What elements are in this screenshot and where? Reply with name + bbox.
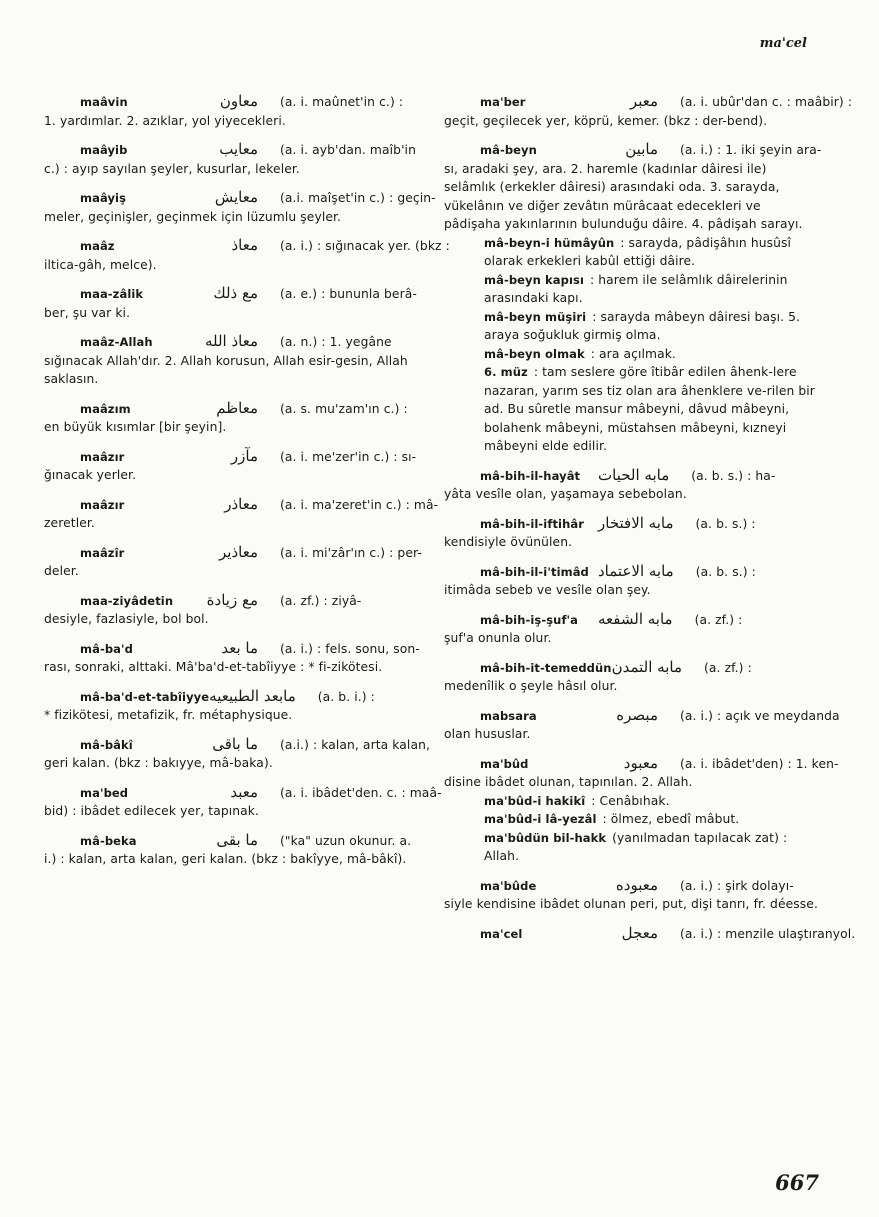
sub-entry bbox=[464, 792, 820, 811]
entry-definition: olan hususlar. bbox=[444, 727, 531, 741]
entry-definition: ber, şu var ki. bbox=[44, 305, 131, 320]
dictionary-entry bbox=[444, 92, 853, 130]
arabic-spelling: مآزر bbox=[230, 446, 258, 465]
sub-entry bbox=[464, 345, 820, 364]
entry-definition: disine ibâdet olunan, tapınılan. 2. Allah. bbox=[444, 775, 693, 789]
entry-definition: * fizikötesi, metafizik, fr. métaphysique. bbox=[44, 708, 293, 722]
entry-head bbox=[444, 514, 820, 534]
headword: maâzır bbox=[80, 497, 125, 512]
entry-definition: desiyle, fazlasiyle, bol bol. bbox=[44, 612, 209, 626]
entry-head bbox=[444, 876, 820, 896]
dictionary-entry bbox=[444, 753, 839, 792]
arabic-spelling: معاذ bbox=[231, 236, 258, 254]
entry-definition: geri kalan. (bkz : bakıyye, mâ-baka). bbox=[44, 756, 273, 770]
headword: maâyiş bbox=[80, 191, 127, 205]
arabic-spelling: ما بعد bbox=[221, 638, 258, 657]
entry-head bbox=[44, 734, 430, 755]
dictionary-entry bbox=[444, 514, 820, 552]
dictionary-entry bbox=[44, 447, 418, 485]
entry-head bbox=[444, 140, 820, 160]
entry-gloss: (a. i.) : açık ve meydanda bbox=[680, 708, 840, 723]
entry-head bbox=[44, 447, 418, 467]
entry-gloss: (a. i. ibâdet'den. c. : maâ- bbox=[280, 785, 442, 800]
entry-head bbox=[44, 687, 418, 707]
arabic-spelling: معاون bbox=[219, 92, 258, 110]
headword: ma'bed bbox=[80, 785, 129, 800]
sub-definition: : ara açılmak. bbox=[590, 346, 676, 361]
entry-definition: yâta vesîle olan, yaşamaya sebebolan. bbox=[444, 487, 687, 501]
dictionary-entry bbox=[444, 271, 820, 308]
arabic-spelling: مابه الاعتماد bbox=[598, 561, 674, 580]
entry-gloss: (a. i. mi'zâr'ın c.) : per- bbox=[280, 545, 422, 560]
dictionary-entry bbox=[444, 562, 820, 600]
dictionary-entry bbox=[444, 308, 820, 345]
entry-definition: şuf'a onunla olur. bbox=[444, 631, 552, 645]
arabic-spelling: معايش bbox=[214, 188, 258, 206]
entry-gloss: (a. i. ma'zeret'in c.) : mâ- bbox=[280, 497, 439, 512]
entry-definition: iltica-gâh, melce). bbox=[44, 257, 157, 272]
dictionary-entry bbox=[444, 876, 820, 914]
entry-gloss: (a. i. maûnet'in c.) : bbox=[280, 95, 404, 109]
entry-gloss: (a. b. s.) : bbox=[695, 564, 756, 579]
sub-entry bbox=[464, 234, 820, 271]
entry-head bbox=[44, 236, 450, 256]
entry-gloss: (a. n.) : 1. yegâne bbox=[280, 335, 392, 349]
arabic-spelling: ما بقى bbox=[216, 830, 258, 849]
entry-head bbox=[44, 284, 418, 304]
dictionary-entry bbox=[44, 188, 436, 226]
arabic-spelling: معبود bbox=[623, 753, 658, 772]
arabic-spelling: مابه الافتخار bbox=[598, 513, 674, 532]
dictionary-entry bbox=[44, 687, 418, 725]
sub-definition: : harem ile selâmlık dâirelerinin arasındaki kapı. bbox=[484, 272, 788, 305]
sub-headword: mâ-beyn-i hümâyûn bbox=[484, 235, 615, 250]
entry-gloss: (a. i. ayb'dan. maîb'in bbox=[280, 143, 416, 157]
dictionary-entry bbox=[444, 345, 820, 364]
headword: maâz-Allah bbox=[80, 335, 153, 349]
dictionary-entry bbox=[44, 734, 430, 773]
entry-head bbox=[444, 923, 856, 944]
arabic-spelling: مابين bbox=[625, 140, 658, 158]
entry-head bbox=[444, 658, 820, 678]
headword: maa-zâlik bbox=[80, 287, 144, 301]
dictionary-entry bbox=[44, 591, 418, 629]
dictionary-entry bbox=[444, 658, 820, 696]
sub-definition: : Cenâbıhak. bbox=[591, 793, 670, 808]
entry-gloss: (a. zf.) : ziyâ- bbox=[280, 593, 362, 608]
entry-gloss: (a. zf.) : bbox=[704, 660, 752, 675]
entry-gloss: (a. b. s.) : ha- bbox=[691, 468, 776, 483]
headword: maâzır bbox=[80, 449, 125, 464]
entry-definition: kendisiyle övünülen. bbox=[444, 535, 573, 549]
dictionary-entry bbox=[44, 236, 450, 274]
entry-gloss: (a. b. s.) : bbox=[695, 516, 756, 531]
entry-head bbox=[444, 562, 820, 582]
entry-head bbox=[44, 591, 418, 611]
arabic-spelling: معبوده bbox=[615, 875, 658, 894]
headword: maâvin bbox=[80, 95, 128, 109]
sub-definition: : ölmez, ebedî mâbut. bbox=[602, 812, 740, 826]
arabic-spelling: معاذير bbox=[219, 542, 258, 561]
entry-gloss: (a. b. i.) : bbox=[317, 689, 375, 704]
running-head: ma'cel bbox=[759, 36, 807, 51]
entry-definition: meler, geçinişler, geçinmek için lüzumlu şeyler. bbox=[44, 209, 342, 224]
dictionary-entry bbox=[444, 140, 820, 234]
arabic-spelling: معجل bbox=[621, 923, 658, 942]
headword: maa-ziyâdetin bbox=[80, 593, 174, 608]
dictionary-entry bbox=[444, 829, 820, 866]
entry-head bbox=[44, 831, 418, 851]
sub-entry bbox=[464, 271, 820, 308]
entry-definition: geçit, geçilecek yer, köprü, kemer. (bkz : der-bend). bbox=[444, 113, 768, 128]
sub-headword: ma'bûd-i lâ-yezâl bbox=[484, 812, 597, 826]
entry-gloss: (a. s. mu'zam'ın c.) : bbox=[280, 401, 408, 416]
arabic-spelling: مع ذلك bbox=[213, 284, 258, 302]
entry-definition: siyle kendisine ibâdet olunan peri, put, dişi tanrı, fr. déesse. bbox=[444, 897, 818, 911]
headword: ma'ber bbox=[480, 95, 526, 109]
sub-headword: mâ-beyn kapısı bbox=[484, 272, 585, 287]
headword: mâ-beyn bbox=[480, 143, 537, 157]
headword: ma'cel bbox=[480, 926, 523, 941]
sub-entry bbox=[464, 363, 820, 456]
dictionary-entry bbox=[44, 542, 422, 581]
entry-gloss: (a.i. maîşet'in c.) : geçin- bbox=[280, 191, 436, 205]
headword: maâzîr bbox=[80, 545, 125, 560]
left-column bbox=[44, 92, 450, 869]
entry-definition: i.) : kalan, arta kalan, geri kalan. (bkz : bakîyye, mâ-bâkî). bbox=[44, 852, 407, 866]
sub-definition: : sarayda mâbeyn dâiresi başı. 5. araya soğukluk girmiş olma. bbox=[484, 309, 801, 342]
dictionary-entry bbox=[444, 466, 820, 504]
entry-head bbox=[444, 705, 840, 726]
entry-gloss: (a. i. ibâdet'den) : 1. ken- bbox=[680, 756, 839, 771]
headword: maâz bbox=[80, 239, 115, 253]
headword: mâ-bih-il-i'timâd bbox=[480, 564, 589, 579]
sub-headword: ma'bûd-i hakikî bbox=[484, 793, 586, 808]
headword: mâ-bih-il-hayât bbox=[480, 468, 581, 483]
entry-definition: sığınacak Allah'dır. 2. Allah korusun, Allah esir-gesin, Allah saklasın. bbox=[44, 353, 408, 386]
dictionary-entry bbox=[44, 782, 442, 821]
entry-head bbox=[444, 92, 853, 112]
entry-gloss: ("ka" uzun okunur. a. bbox=[280, 833, 412, 848]
arabic-spelling: معايب bbox=[219, 140, 258, 158]
dictionary-entry bbox=[44, 494, 439, 533]
dictionary-entry bbox=[44, 140, 418, 178]
headword: mâ-bâkî bbox=[80, 737, 133, 752]
dictionary-entry bbox=[444, 810, 820, 829]
entry-gloss: (a. i.) : fels. sonu, son- bbox=[280, 641, 420, 656]
dictionary-entry bbox=[444, 610, 820, 648]
headword: mâ-ba'd-et-tabîiyye bbox=[80, 689, 210, 704]
sub-definition: (yanılmadan tapılacak zat) : Allah. bbox=[484, 830, 788, 863]
dictionary-entry bbox=[444, 363, 820, 456]
entry-definition: en büyük kısımlar [bir şeyin]. bbox=[44, 420, 227, 434]
headword: mabsara bbox=[480, 708, 537, 723]
entry-head bbox=[444, 610, 820, 630]
dictionary-entry bbox=[44, 332, 418, 389]
dictionary-entry bbox=[44, 399, 418, 437]
entry-gloss: (a. zf.) : bbox=[694, 612, 743, 627]
right-column bbox=[444, 92, 856, 943]
entry-definition: medenîlik o şeyle hâsıl olur. bbox=[444, 679, 618, 693]
entry-gloss: (a. e.) : bununla berâ- bbox=[280, 287, 417, 301]
dictionary-entry bbox=[44, 92, 418, 130]
sub-headword: mâ-beyn müşiri bbox=[484, 309, 587, 324]
dictionary-entry bbox=[44, 284, 418, 322]
sub-entry bbox=[464, 829, 820, 866]
entry-head bbox=[44, 399, 418, 419]
entry-head bbox=[44, 542, 422, 563]
page-number: 667 bbox=[775, 1170, 819, 1195]
headword: mâ-ba'd bbox=[80, 641, 133, 656]
entry-gloss: (a. i.) : 1. iki şeyin ara- bbox=[680, 143, 822, 157]
headword: mâ-bih-il-iftihâr bbox=[480, 516, 585, 531]
entry-gloss: (a. i.) : şirk dolayı- bbox=[680, 878, 794, 893]
entry-head bbox=[44, 140, 418, 160]
entry-definition: bid) : ibâdet edilecek yer, tapınak. bbox=[44, 804, 260, 818]
entry-head bbox=[44, 332, 418, 352]
arabic-spelling: مابعد الطبيعيه bbox=[209, 686, 296, 705]
sub-headword: ma'bûdün bil-hakk bbox=[484, 830, 607, 845]
arabic-spelling: مابه الشفعه bbox=[598, 609, 673, 628]
entry-head bbox=[444, 466, 820, 486]
arabic-spelling: مع زيادة bbox=[206, 590, 258, 609]
entry-definition: ğınacak yerler. bbox=[44, 468, 137, 482]
entry-definition: 1. yardımlar. 2. azıklar, yol yiyecekleri. bbox=[44, 113, 286, 128]
entry-definition: zeretler. bbox=[44, 516, 95, 530]
arabic-spelling: معاذر bbox=[224, 494, 258, 513]
sub-definition: : tam seslere göre îtibâr edilen âhenk-lere nazaran, yarım ses tiz olan ara âhenklere ve-rilen bir ad. Bu sûretle mansur mâbeyni, dâvud mâbeyni, bolahenk mâbeyni, müstahsen mâbeyni, kızneyi mâbeyni elde edilir. bbox=[484, 365, 815, 453]
entry-head bbox=[444, 753, 839, 774]
headword: mâ-bih-it-temeddün bbox=[480, 660, 612, 675]
entry-gloss: (a. i.) : sığınacak yer. (bkz : bbox=[280, 239, 450, 253]
headword: mâ-bih-iş-şuf'a bbox=[480, 612, 579, 627]
sub-headword: mâ-beyn olmak bbox=[484, 346, 585, 361]
entry-head bbox=[44, 92, 418, 112]
arabic-spelling: معبر bbox=[629, 92, 658, 110]
arabic-spelling: مبصره bbox=[616, 705, 658, 724]
entry-head bbox=[44, 639, 418, 659]
sub-headword: 6. müz bbox=[484, 365, 528, 379]
entry-head bbox=[44, 782, 442, 803]
arabic-spelling: مابه التمدن bbox=[611, 657, 683, 676]
arabic-spelling: معبد bbox=[230, 782, 258, 801]
entry-definition: deler. bbox=[44, 564, 79, 578]
headword: maâyib bbox=[80, 143, 128, 157]
sub-entry bbox=[464, 308, 820, 345]
entry-head bbox=[44, 188, 436, 208]
dictionary-entry bbox=[444, 234, 820, 271]
dictionary-entry bbox=[444, 923, 856, 944]
arabic-spelling: ما باقى bbox=[212, 734, 258, 753]
entry-definition: rası, sonraki, alttaki. Mâ'ba'd-et-tabîiyye : * fi-zikötesi. bbox=[44, 660, 383, 674]
dictionary-entry bbox=[444, 705, 840, 744]
headword: ma'bûd bbox=[480, 756, 529, 771]
entry-gloss: (a. i.) : menzile ulaştıranyol. bbox=[680, 926, 856, 941]
sub-entry bbox=[464, 810, 820, 829]
dictionary-entry bbox=[44, 831, 418, 869]
arabic-spelling: معاظم bbox=[216, 398, 258, 417]
entry-definition: c.) : ayıp sayılan şeyler, kusurlar, lekeler. bbox=[44, 161, 300, 176]
headword: maâzım bbox=[80, 401, 131, 416]
sub-definition: : sarayda, pâdişâhın husûsî olarak erkekleri kabûl ettiği dâire. bbox=[484, 235, 792, 268]
entry-gloss: (a. i. me'zer'in c.) : sı- bbox=[280, 449, 417, 464]
dictionary-entry bbox=[44, 639, 418, 677]
entry-definition: sı, aradaki şey, ara. 2. haremle (kadınlar dâiresi ile) selâmlık (erkekler dâiresi) arasındaki oda. 3. sarayda, vükelânın ve diğer zevâtın mürâcaat edecekleri ve pâdişaha yakınlarının bulunduğu dâire. 4. pâdişah sarayı. bbox=[444, 161, 803, 231]
entry-head bbox=[44, 494, 439, 515]
entry-definition: itimâda sebeb ve vesîle olan şey. bbox=[444, 583, 651, 597]
dictionary-entry bbox=[444, 792, 820, 811]
entry-gloss: (a.i.) : kalan, arta kalan, bbox=[280, 737, 430, 752]
arabic-spelling: مابه الحيات bbox=[598, 465, 670, 484]
entry-gloss: (a. i. ubûr'dan c. : maâbir) : bbox=[680, 95, 853, 109]
headword: mâ-beka bbox=[80, 833, 137, 848]
headword: ma'bûde bbox=[480, 878, 537, 893]
arabic-spelling: معاذ الله bbox=[204, 332, 258, 350]
